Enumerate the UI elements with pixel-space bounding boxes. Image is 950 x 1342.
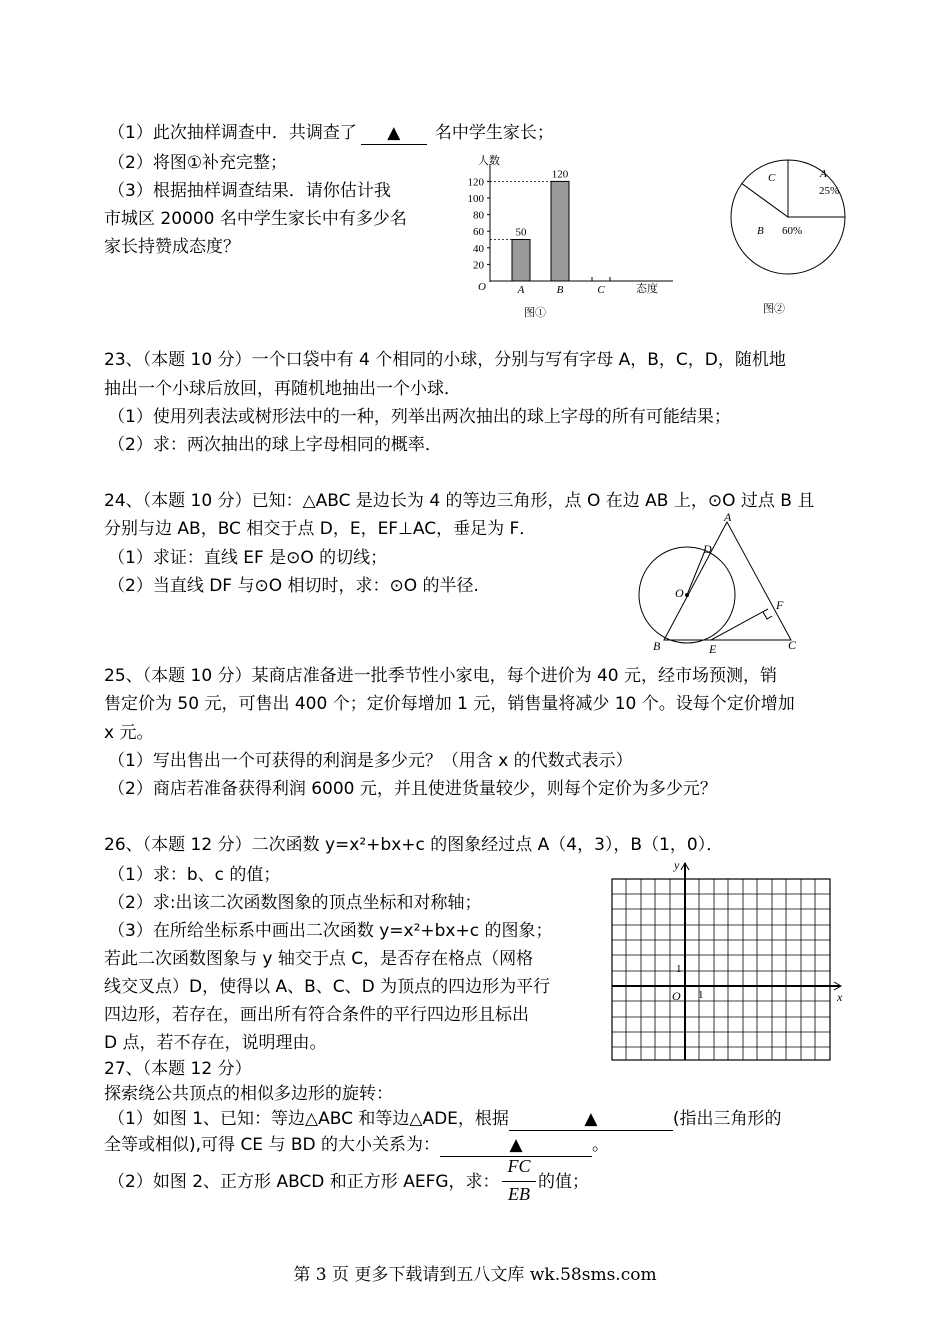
- pie-percent-A: 25%: [819, 185, 840, 197]
- grid-y-label: y: [674, 858, 680, 872]
- q24-line3: （1）求证：直线 EF 是⊙O 的切线；: [108, 548, 388, 568]
- q26-line7: 四边形，若存在，画出所有符合条件的平行四边形且标出: [104, 1005, 529, 1025]
- x-axis-label: 态度: [636, 283, 658, 295]
- fraction-denominator: EB: [508, 1184, 530, 1204]
- q22-line5: 家长持赞成态度？: [104, 237, 240, 257]
- q26-line3: （2）求:出该二次函数图象的顶点坐标和对称轴；: [108, 893, 482, 913]
- q23-line3: （1）使用列表法或树形法中的一种，列举出两次抽出的球上字母的所有可能结果；: [108, 407, 731, 427]
- triangle-abc: [664, 522, 791, 640]
- q26-line6: 线交叉点）D，使得以 A、B、C、D 为顶点的四边形为平行: [104, 977, 551, 997]
- grid-one-x: 1: [698, 989, 704, 1001]
- y-tick-label: 20: [473, 259, 484, 272]
- q22-line2: （2）将图①补充完整；: [108, 153, 288, 173]
- y-tick-label: 80: [473, 209, 484, 222]
- q27-line2: 探索绕公共顶点的相似多边形的旋转：: [104, 1084, 393, 1104]
- q27-line5a: （2）如图 2、正方形 ABCD 和正方形 AEFG，求：: [108, 1172, 500, 1192]
- bar-value-label: 120: [551, 168, 569, 181]
- right-angle-mark: [763, 612, 772, 619]
- q24-line2: 分别与边 AB，BC 相交于点 D，E，EF⊥AC，垂足为 F．: [104, 519, 537, 539]
- q25-line2: 售定价为 50 元，可售出 400 个；定价每增加 1 元，销售量将减少 10 个。设每个定价增加: [104, 694, 795, 714]
- bar-A: [512, 240, 530, 282]
- q27-line1: 27、（本题 12 分）: [104, 1059, 252, 1079]
- segment-od: [687, 553, 704, 595]
- pie-percent-B: 60%: [782, 225, 803, 237]
- segment-ef: [711, 609, 768, 640]
- label-o: O: [675, 586, 684, 600]
- y-tick-label: 40: [473, 242, 484, 255]
- fraction-numerator: FC: [507, 1156, 531, 1176]
- label-a: A: [724, 510, 732, 524]
- q23-line1: 23、（本题 10 分）一个口袋中有 4 个相同的小球，分别与写有字母 A，B，C，D，随机地: [104, 350, 786, 370]
- q26-line2: （1）求：b、c 的值；: [108, 865, 281, 885]
- x-tick-label: C: [597, 284, 605, 296]
- q22-line1: （1）此次抽样调查中．共调查了 ▲ 名中学生家长；: [108, 123, 554, 143]
- q25-line1: 25、（本题 10 分）某商店准备进一批季节性小家电，每个进价为 40 元，经市场预测，销: [104, 666, 778, 686]
- q25-line5: （2）商店若准备获得利润 6000 元，并且使进货量较少，则每个定价为多少元？: [108, 779, 717, 799]
- answer-blank: ▲: [440, 1134, 592, 1157]
- grid-x-label: x: [837, 990, 843, 1004]
- answer-blank: ▲: [361, 122, 427, 145]
- origin-label: O: [478, 281, 486, 293]
- q27-line4: 全等或相似),可得 CE 与 BD 的大小关系为： ▲ 。: [104, 1135, 610, 1155]
- label-c: C: [788, 638, 797, 652]
- bar-B: [551, 181, 569, 281]
- q27-line3: （1）如图 1、已知：等边△ABC 和等边△ADE，根据 ▲ (指出三角形的: [108, 1109, 782, 1129]
- label-f: F: [776, 598, 784, 612]
- q23-line4: （2）求：两次抽出的球上字母相同的概率．: [108, 435, 442, 455]
- q26-line1: 26、（本题 12 分）二次函数 y=x²+bx+c 的图象经过点 A（4，3），B（1，0）．: [104, 835, 724, 855]
- pie-chart: [726, 150, 866, 320]
- bar-chart: [458, 150, 678, 320]
- y-tick-label: 100: [467, 193, 484, 205]
- figure2-caption: 图②: [763, 303, 785, 315]
- x-tick-label: A: [517, 284, 525, 296]
- q25-line3: x 元。: [104, 723, 154, 743]
- label-d: D: [703, 542, 712, 556]
- fraction-bar: [502, 1181, 536, 1182]
- q27-line5b: 的值；: [538, 1172, 589, 1192]
- bar-C-empty: [592, 277, 610, 281]
- coordinate-grid: [600, 855, 850, 1065]
- y-tick-label: 120: [467, 176, 484, 189]
- q24-line1: 24、（本题 10 分）已知：△ABC 是边长为 4 的等边三角形，点 O 在边 AB 上，⊙O 过点 B 且: [104, 491, 815, 511]
- pie-label-B: B: [757, 225, 764, 237]
- grid-origin-label: O: [672, 989, 681, 1003]
- label-b: B: [653, 639, 661, 653]
- pie-label-C: C: [768, 172, 776, 184]
- figure1-caption: 图①: [524, 307, 546, 319]
- grid-border: [612, 879, 830, 1060]
- geometry-figure: [638, 508, 808, 658]
- answer-blank: ▲: [509, 1108, 673, 1131]
- q22-line3: （3）根据抽样调查结果．请你估计我: [108, 181, 391, 201]
- grid-one-y: 1: [676, 963, 682, 975]
- bar-value-label: 50: [515, 226, 527, 239]
- x-tick-label: B: [556, 284, 564, 296]
- pie-label-A: A: [820, 168, 827, 180]
- q22-line4: 市城区 20000 名中学生家长中有多少名: [104, 209, 407, 229]
- q25-line4: （1）写出售出一个可获得的利润是多少元？（用含 x 的代数式表示）: [108, 751, 633, 771]
- q26-line4: （3）在所给坐标系中画出二次函数 y=x²+bx+c 的图象；: [108, 921, 553, 941]
- q23-line2: 抽出一个小球后放回，再随机地抽出一个小球．: [104, 379, 461, 399]
- q24-line4: （2）当直线 DF 与⊙O 相切时，求：⊙O 的半径.: [108, 576, 479, 596]
- y-axis-label: 人数: [478, 155, 500, 167]
- q26-line8: D 点，若不存在，说明理由。: [104, 1033, 327, 1053]
- point-o: [685, 593, 689, 597]
- y-tick-label: 60: [473, 226, 484, 239]
- page-footer: 第 3 页 更多下载请到五八文库 wk.58sms.com: [293, 1265, 657, 1285]
- label-e: E: [709, 642, 717, 656]
- q26-line5: 若此二次函数图象与 y 轴交于点 C，是否存在格点（网格: [104, 949, 534, 969]
